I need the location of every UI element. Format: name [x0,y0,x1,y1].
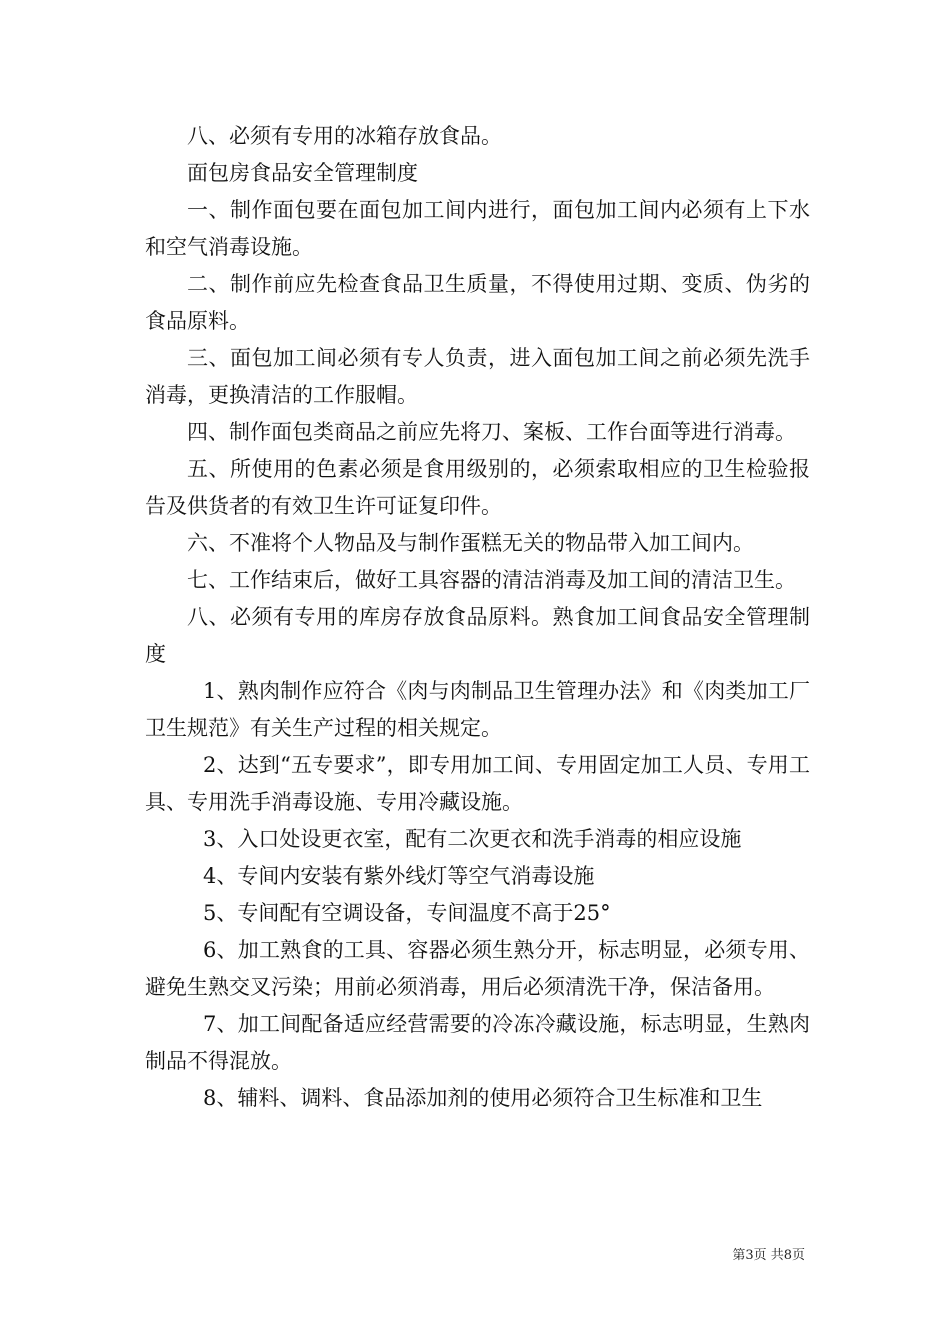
section-heading: 面包房食品安全管理制度 [187,161,418,185]
paragraph: 一、制作面包要在面包加工间内进行，面包加工间内必须有上下水和空气消毒设施。 [145,198,810,259]
document-body [145,118,810,1117]
paragraph: 八、必须有专用的冰箱存放食品。 [187,124,502,148]
paragraph: 三、面包加工间必须有专人负责，进入面包加工间之前必须先洗手消毒，更换清洁的工作服帽。 [145,346,810,407]
paragraph: 二、制作前应先检查食品卫生质量，不得使用过期、变质、伪劣的食品原料。 [145,272,810,333]
numbered-item: 2、达到“五专要求”，即专用加工间、专用固定加工人员、专用工具、专用洗手消毒设施、专用冷藏设施。 [145,753,810,814]
numbered-item: 8、辅料、调料、食品添加剂的使用必须符合卫生标准和卫生 [203,1086,763,1110]
numbered-item: 7、加工间配备适应经营需要的冷冻冷藏设施，标志明显，生熟肉制品不得混放。 [145,1012,810,1073]
paragraph: 七、工作结束后，做好工具容器的清洁消毒及加工间的清洁卫生。 [187,568,796,592]
paragraph: 四、制作面包类商品之前应先将刀、案板、工作台面等进行消毒。 [187,420,796,444]
numbered-item: 4、专间内安装有紫外线灯等空气消毒设施 [203,864,595,888]
numbered-item: 5、专间配有空调设备，专间温度不高于25° [203,901,611,925]
numbered-item: 3、入口处设更衣室，配有二次更衣和洗手消毒的相应设施 [203,827,742,851]
paragraph: 五、所使用的色素必须是食用级别的，必须索取相应的卫生检验报告及供货者的有效卫生许可证复印件。 [145,457,810,518]
numbered-item: 6、加工熟食的工具、容器必须生熟分开，标志明显，必须专用、避免生熟交叉污染；用前必须消毒，用后必须清洗干净，保洁备用。 [145,938,810,999]
numbered-item: 1、熟肉制作应符合《肉与肉制品卫生管理办法》和《肉类加工厂卫生规范》有关生产过程的相关规定。 [145,679,810,740]
paragraph: 六、不准将个人物品及与制作蛋糕无关的物品带入加工间内。 [187,531,754,555]
page-number-footer: 第3页 共8页 [732,1248,805,1263]
paragraph: 八、必须有专用的库房存放食品原料。熟食加工间食品安全管理制度 [145,605,810,666]
